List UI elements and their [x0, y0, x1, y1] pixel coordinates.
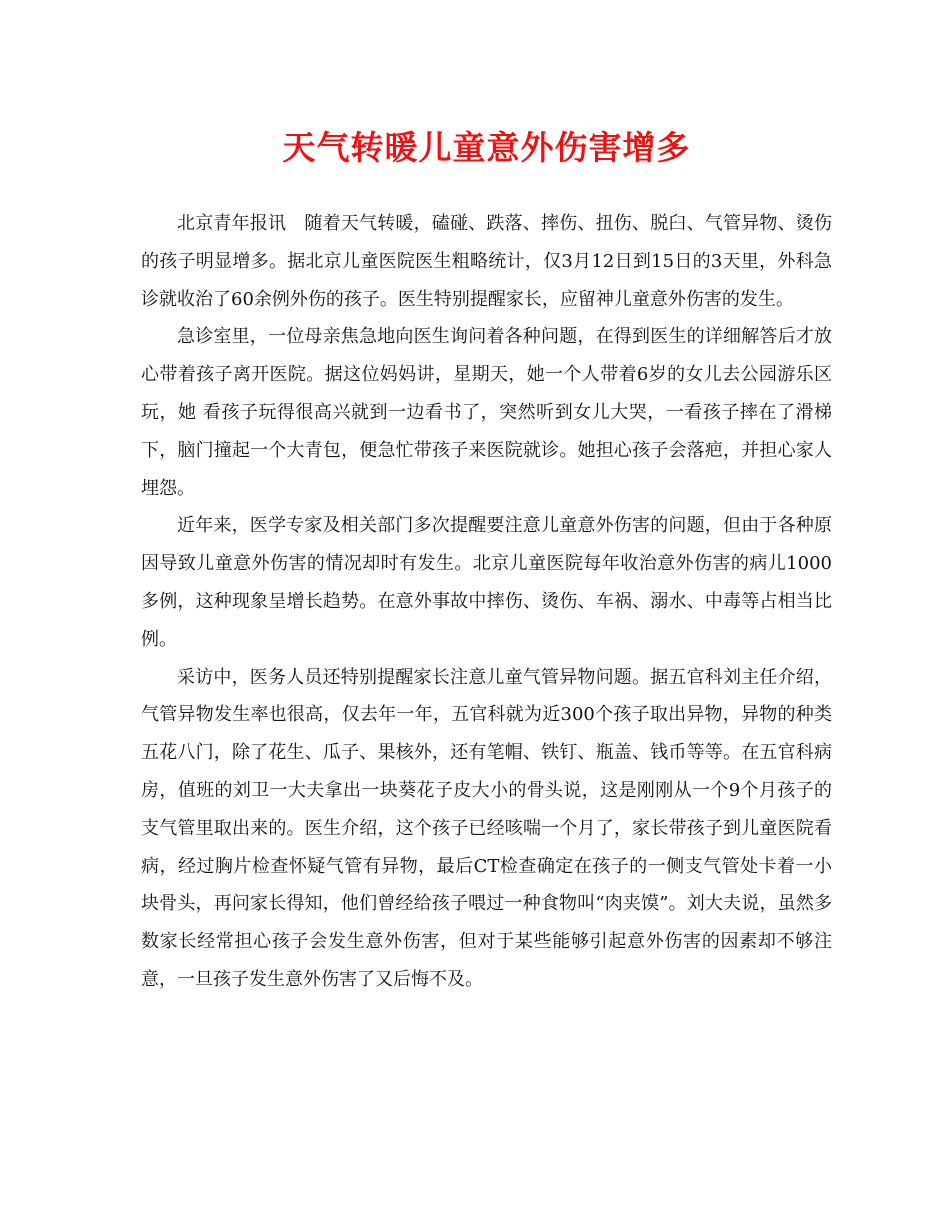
article-title: 天气转暖儿童意外伤害增多 — [282, 128, 691, 167]
article-paragraph: 北京青年报讯 随着天气转暖，磕碰、跌落、摔伤、扭伤、脱臼、气管异物、烫伤的孩子明显增多。据北京儿童医院医生粗略统计，仅3月12日到15日的3天里，外科急诊就收治了60余例外伤的孩子。医生特别提醒家长，应留神儿童意外伤害的发生。 — [141, 213, 832, 310]
article-paragraph: 采访中，医务人员还特别提醒家长注意儿童气管异物问题。据五官科刘主任介绍，气管异物发生率也很高，仅去年一年，五官科就为近300个孩子取出异物，异物的种类五花八门，除了花生、瓜子、果核外，还有笔帽、铁钉、瓶盖、钱币等等。在五官科病房，值班的刘卫一大夫拿出一块葵花子皮大小的骨头说，这是刚刚从一个9个月孩子的支气管里取出来的。医生介绍，这个孩子已经咳喘一个月了，家长带孩子到儿童医院看病，经过胸片检查怀疑气管有异物，最后CT检查确定在孩子的一侧支气管处卡着一小块骨头，再问家长得知，他们曾经给孩子喂过一种食物叫“肉夹馍”。刘大夫说，虽然多数家长经常担心孩子会发生意外伤害，但对于某些能够引起意外伤害的因素却不够注意，一旦孩子发生意外伤害了又后悔不及。 — [141, 666, 832, 990]
article-paragraph: 急诊室里，一位母亲焦急地向医生询问着各种问题，在得到医生的详细解答后才放心带着孩子离开医院。据这位妈妈讲，星期天，她一个人带着6岁的女儿去公园游乐区玩，她 看孩子玩得很高兴就到一边看书了，突然听到女儿大哭，一看孩子摔在了滑梯下，脑门撞起一个大青包，便急忙带孩子来医院就诊。她担心孩子会落疤，并担心家人埋怨。 — [141, 326, 832, 499]
article-body — [141, 205, 832, 999]
article-paragraph: 近年来，医学专家及相关部门多次提醒要注意儿童意外伤害的问题，但由于各种原因导致儿童意外伤害的情况却时有发生。北京儿童医院每年收治意外伤害的病儿1000多例，这种现象呈增长趋势。在意外事故中摔伤、烫伤、车祸、溺水、中毒等占相当比例。 — [141, 515, 832, 650]
